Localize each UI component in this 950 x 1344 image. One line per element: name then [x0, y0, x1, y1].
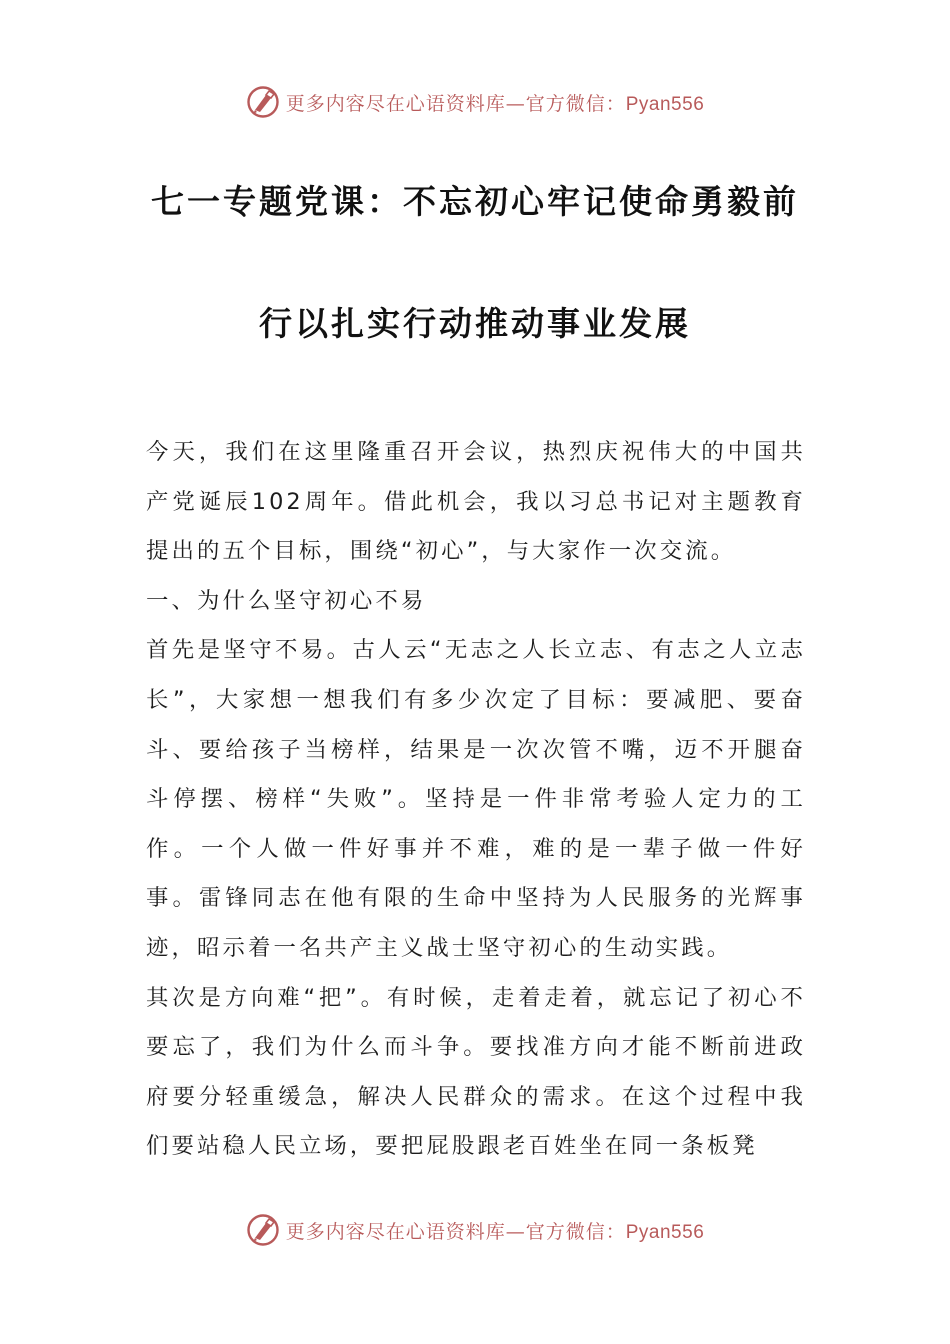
document-title-line-1: 七一专题党课：不忘初心牢记使命勇毅前	[151, 182, 799, 221]
document-body	[146, 428, 806, 1172]
pen-nib-icon	[246, 85, 280, 119]
wechat-id: Pyan556	[625, 93, 705, 115]
watermark-label: 更多内容尽在心语资料库—官方微信：	[285, 1220, 626, 1243]
section-heading: 一、为什么坚守初心不易	[146, 587, 427, 614]
paragraph-opening: 今天，我们在这里隆重召开会议，热烈庆祝伟大的中国共产党诞辰102周年。借此机会，我以习总书记对主题教育提出的五个目标，围绕“初心”，与大家作一次交流。	[146, 439, 806, 565]
pen-nib-icon	[246, 1213, 280, 1247]
watermark-text	[286, 1217, 705, 1244]
document-title-line-2: 行以扎实行动推动事业发展	[259, 304, 691, 343]
watermark-text	[286, 89, 705, 116]
wechat-id: Pyan556	[625, 1221, 705, 1243]
paragraph-first-point: 首先是坚守不易。古人云“无志之人长立志、有志之人立志长”，大家想一想我们有多少次定了目标：要减肥、要奋斗、要给孩子当榜样，结果是一次次管不嘴，迈不开腿奋斗停摆、榜样“失败”。坚持是一件非常考验人定力的工作。一个人做一件好事并不难，难的是一辈子做一件好事。雷锋同志在他有限的生命中坚持为人民服务的光辉事迹，昭示着一名共产主义战士坚守初心的生动实践。	[146, 637, 806, 961]
watermark-label: 更多内容尽在心语资料库—官方微信：	[285, 92, 626, 115]
footer-watermark-banner	[0, 1208, 950, 1252]
header-watermark-banner	[0, 80, 950, 124]
paragraph-second-point: 其次是方向难“把”。有时候，走着走着，就忘记了初心不要忘了，我们为什么而斗争。要找准方向才能不断前进政府要分轻重缓急，解决人民群众的需求。在这个过程中我们要站稳人民立场，要把屁股跟老百姓坐在同一条板凳	[146, 984, 806, 1160]
